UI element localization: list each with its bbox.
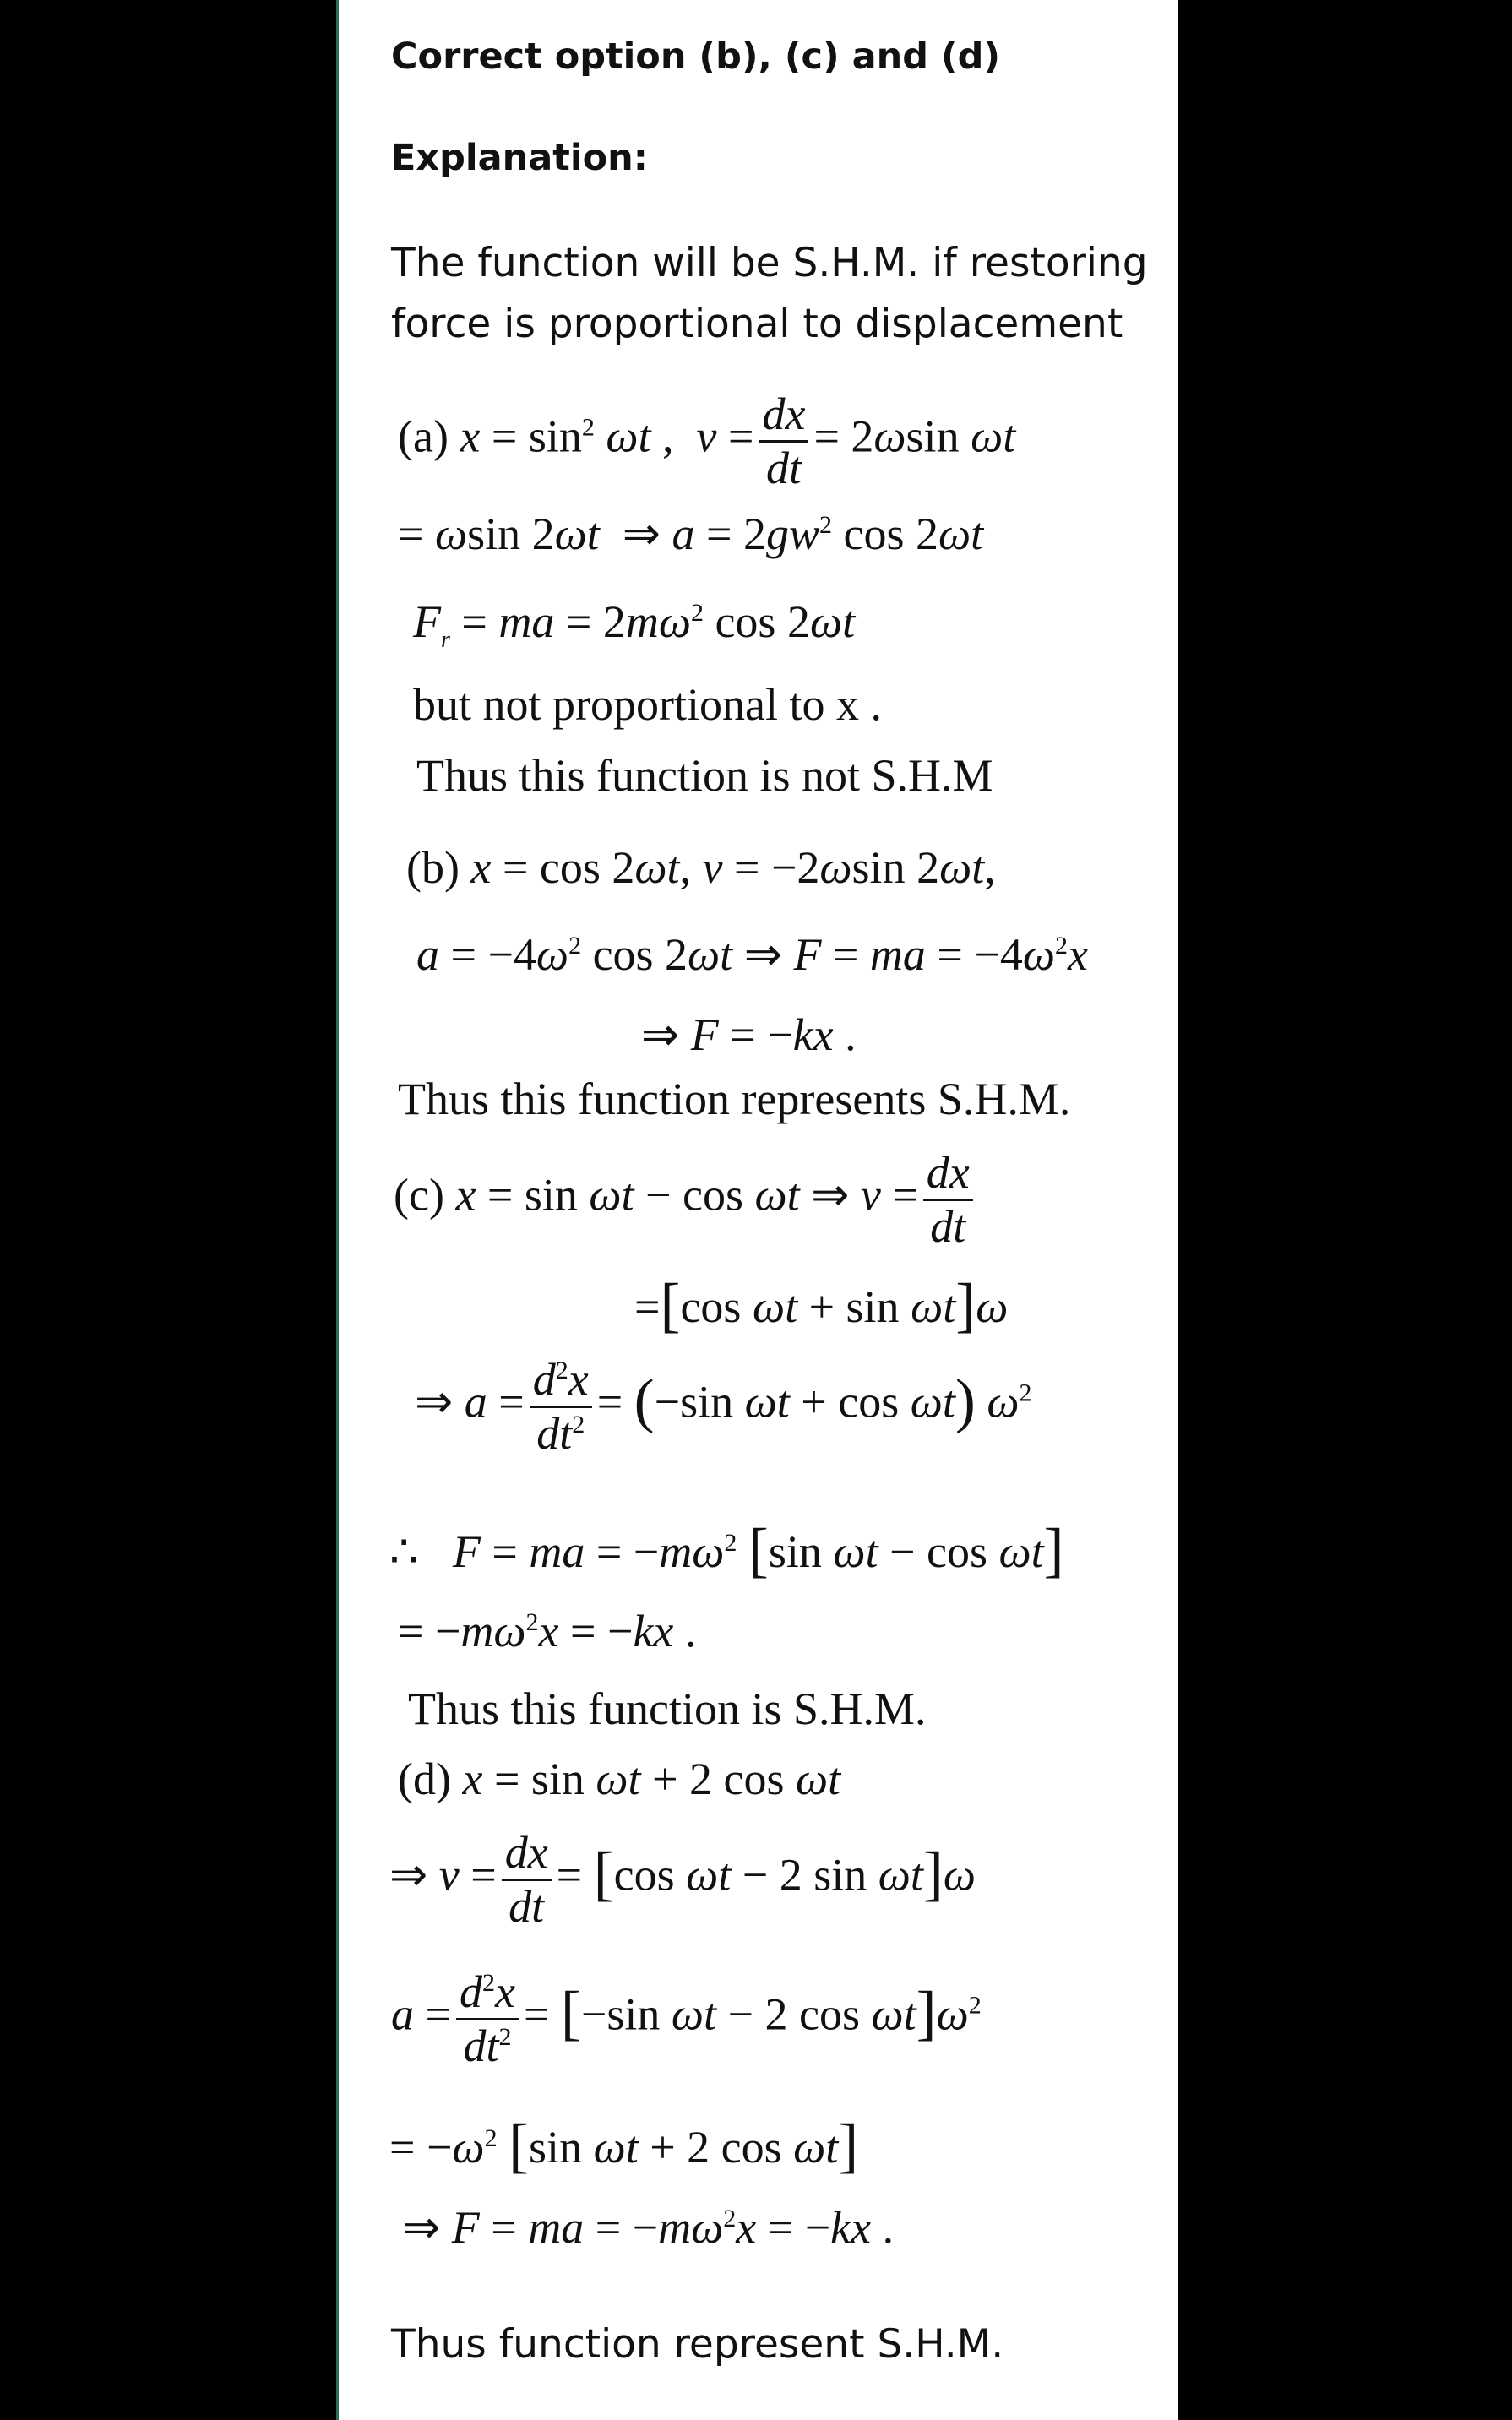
- equation-b-3: ⇒ F = −kx .: [641, 1009, 857, 1060]
- intro-paragraph: The function will be S.H.M. if restoring force is proportional to displacement: [391, 240, 1148, 347]
- equation-c-3: ⇒ a = $\frac{d^2x}{dt^2}$ = (−sin ωt + cos ωt) $\omega^2$: [415, 1354, 1032, 1459]
- equation-b-2: $a = -4\omega^2$ cos 2ωt ⇒ F = ma = $-4\omega^2x$: [416, 929, 1088, 980]
- equation-c-2: =[cos ωt + sin ωt]ω: [634, 1271, 1009, 1339]
- equation-d-4: = $-\omega^2$ [sin ωt + 2 cos ωt]: [389, 2112, 859, 2179]
- equation-c-5: = $-m\omega^2x = -kx$ .: [398, 1606, 697, 1656]
- equation-d-2: ⇒ v = $\frac{dx}{dt}$ = [cos ωt − 2 sin ωt]ω: [389, 1827, 976, 1932]
- equation-d-3: a = $\frac{d^2x}{dt^2}$ = [−sin ωt − 2 $\cos \omega t]\omega^2$: [391, 1966, 982, 2071]
- text-a-1: but not proportional to x .: [413, 679, 882, 730]
- equation-a-1: (a) $x = \sin^2 \omega t$ , v = $\frac{dx}{dt}$ = 2ωsin ωt: [398, 389, 1016, 493]
- explanation-heading: Explanation:: [391, 137, 648, 179]
- text-b-1: Thus this function represents S.H.M.: [398, 1074, 1071, 1124]
- equation-d-5: ⇒ F = ma = $-m\omega^2x = -kx$ .: [402, 2202, 895, 2253]
- equation-b-1: (b) x = cos 2ωt, v = −2ωsin 2ωt,: [406, 842, 996, 893]
- text-c-1: Thus this function is S.H.M.: [408, 1683, 927, 1734]
- equation-c-4: ∴ F = ma = $-m\omega^2$ [sin ωt − cos ωt]: [389, 1516, 1064, 1584]
- equation-a-2: = ωsin 2ωt ⇒ $a = 2gw^2$ cos 2ωt: [398, 508, 984, 559]
- solution-panel: [336, 0, 1178, 2420]
- equation-a-3: $F_r$ = ma = $2m\omega^2$ cos 2ωt: [413, 596, 856, 653]
- equation-d-1: (d) x = sin ωt + 2 cos ωt: [398, 1754, 841, 1804]
- conclusion-text: Thus function represent S.H.M.: [391, 2321, 1004, 2368]
- correct-option-heading: Correct option (b), (c) and (d): [391, 35, 1001, 78]
- equation-c-1: (c) x = sin ωt − cos ωt ⇒ v = $\frac{dx}{dt}$: [394, 1149, 978, 1250]
- text-a-2: Thus this function is not S.H.M: [416, 750, 993, 801]
